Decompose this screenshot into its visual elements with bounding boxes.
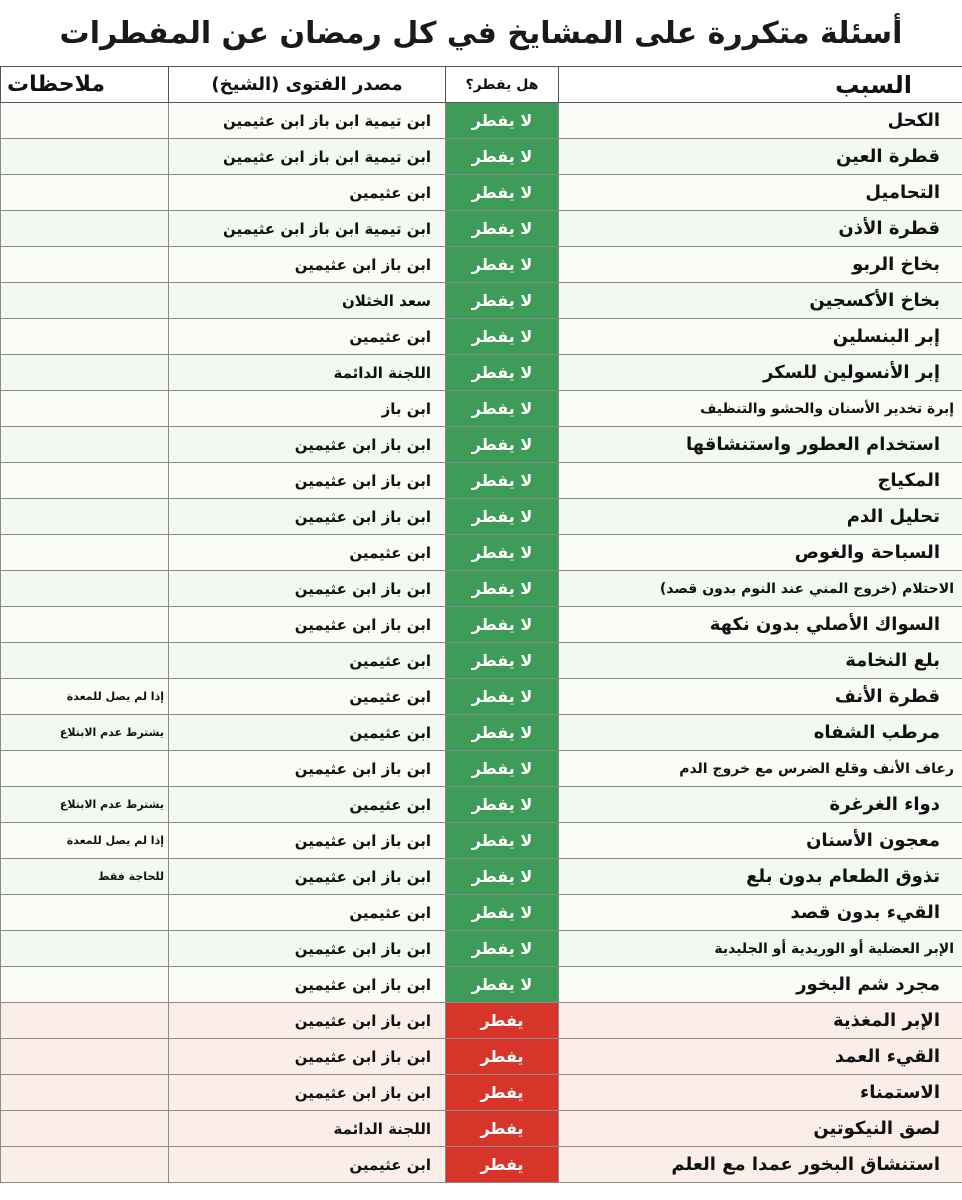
cell-source: ابن عثيمين bbox=[169, 1147, 446, 1183]
cell-status: لا يفطر bbox=[446, 643, 559, 679]
cell-status: يفطر bbox=[446, 1075, 559, 1111]
table-row bbox=[1, 1003, 962, 1039]
cell-notes bbox=[1, 751, 169, 787]
table-row bbox=[1, 571, 962, 607]
cell-reason: القيء العمد bbox=[559, 1039, 962, 1075]
cell-status: يفطر bbox=[446, 1039, 559, 1075]
table-row bbox=[1, 859, 962, 895]
table-row bbox=[1, 211, 962, 247]
cell-status: لا يفطر bbox=[446, 823, 559, 859]
cell-source: ابن تيمية ابن باز ابن عثيمين bbox=[169, 103, 446, 139]
cell-source: ابن عثيمين bbox=[169, 715, 446, 751]
cell-reason: القيء بدون قصد bbox=[559, 895, 962, 931]
cell-reason: التحاميل bbox=[559, 175, 962, 211]
header-notes: ملاحظات bbox=[1, 67, 169, 103]
cell-notes bbox=[1, 175, 169, 211]
cell-notes bbox=[1, 607, 169, 643]
cell-source: سعد الخثلان bbox=[169, 283, 446, 319]
table-row bbox=[1, 1075, 962, 1111]
table-row bbox=[1, 643, 962, 679]
table-row bbox=[1, 499, 962, 535]
cell-notes bbox=[1, 211, 169, 247]
header-source: مصدر الفتوى (الشيخ) bbox=[169, 67, 446, 103]
cell-reason: لصق النيكوتين bbox=[559, 1111, 962, 1147]
cell-notes bbox=[1, 139, 169, 175]
cell-notes bbox=[1, 643, 169, 679]
cell-status: لا يفطر bbox=[446, 967, 559, 1003]
table-header-row bbox=[1, 67, 962, 103]
table-row bbox=[1, 895, 962, 931]
cell-source: ابن باز ابن عثيمين bbox=[169, 499, 446, 535]
table-row bbox=[1, 715, 962, 751]
cell-reason: تذوق الطعام بدون بلع bbox=[559, 859, 962, 895]
table-row bbox=[1, 427, 962, 463]
cell-status: لا يفطر bbox=[446, 499, 559, 535]
table-row bbox=[1, 283, 962, 319]
cell-status: لا يفطر bbox=[446, 139, 559, 175]
cell-source: ابن باز ابن عثيمين bbox=[169, 247, 446, 283]
cell-reason: إبرة تخدير الأسنان والحشو والتنظيف bbox=[559, 391, 962, 427]
table-row bbox=[1, 787, 962, 823]
cell-reason: رعاف الأنف وقلع الضرس مع خروج الدم bbox=[559, 751, 962, 787]
cell-status: لا يفطر bbox=[446, 247, 559, 283]
cell-source: ابن باز ابن عثيمين bbox=[169, 967, 446, 1003]
cell-reason: استخدام العطور واستنشاقها bbox=[559, 427, 962, 463]
cell-notes bbox=[1, 895, 169, 931]
cell-reason: معجون الأسنان bbox=[559, 823, 962, 859]
cell-status: لا يفطر bbox=[446, 319, 559, 355]
cell-source: ابن باز ابن عثيمين bbox=[169, 1003, 446, 1039]
cell-reason: الاحتلام (خروج المني عند النوم بدون قصد) bbox=[559, 571, 962, 607]
cell-source: ابن باز ابن عثيمين bbox=[169, 1075, 446, 1111]
cell-source: ابن باز ابن عثيمين bbox=[169, 751, 446, 787]
cell-notes bbox=[1, 1147, 169, 1183]
cell-reason: دواء الغرغرة bbox=[559, 787, 962, 823]
cell-source: ابن تيمية ابن باز ابن عثيمين bbox=[169, 139, 446, 175]
cell-source: ابن عثيمين bbox=[169, 535, 446, 571]
cell-status: لا يفطر bbox=[446, 751, 559, 787]
cell-notes bbox=[1, 931, 169, 967]
cell-status: لا يفطر bbox=[446, 211, 559, 247]
cell-status: يفطر bbox=[446, 1147, 559, 1183]
cell-status: لا يفطر bbox=[446, 283, 559, 319]
cell-status: لا يفطر bbox=[446, 859, 559, 895]
cell-reason: السباحة والغوص bbox=[559, 535, 962, 571]
cell-reason: الاستمناء bbox=[559, 1075, 962, 1111]
cell-source: ابن باز ابن عثيمين bbox=[169, 463, 446, 499]
cell-status: لا يفطر bbox=[446, 175, 559, 211]
table-row bbox=[1, 103, 962, 139]
cell-status: لا يفطر bbox=[446, 931, 559, 967]
cell-source: ابن تيمية ابن باز ابن عثيمين bbox=[169, 211, 446, 247]
cell-notes bbox=[1, 1075, 169, 1111]
cell-source: ابن عثيمين bbox=[169, 787, 446, 823]
cell-notes bbox=[1, 355, 169, 391]
cell-reason: الإبر العضلية أو الوريدية أو الجليدية bbox=[559, 931, 962, 967]
cell-notes: يشترط عدم الابتلاع bbox=[1, 715, 169, 751]
table-row bbox=[1, 319, 962, 355]
table-row bbox=[1, 751, 962, 787]
table-row bbox=[1, 967, 962, 1003]
table-row bbox=[1, 247, 962, 283]
cell-source: ابن باز ابن عثيمين bbox=[169, 859, 446, 895]
cell-reason: استنشاق البخور عمدا مع العلم bbox=[559, 1147, 962, 1183]
cell-source: ابن عثيمين bbox=[169, 175, 446, 211]
cell-notes bbox=[1, 247, 169, 283]
cell-notes: إذا لم يصل للمعدة bbox=[1, 823, 169, 859]
cell-notes bbox=[1, 103, 169, 139]
cell-reason: الكحل bbox=[559, 103, 962, 139]
table-row bbox=[1, 535, 962, 571]
cell-notes bbox=[1, 1111, 169, 1147]
cell-status: لا يفطر bbox=[446, 787, 559, 823]
cell-source: ابن عثيمين bbox=[169, 679, 446, 715]
cell-status: لا يفطر bbox=[446, 679, 559, 715]
page-title: أسئلة متكررة على المشايخ في كل رمضان عن المفطرات bbox=[59, 15, 903, 51]
cell-notes bbox=[1, 499, 169, 535]
cell-source: ابن باز ابن عثيمين bbox=[169, 607, 446, 643]
cell-notes bbox=[1, 283, 169, 319]
cell-status: لا يفطر bbox=[446, 895, 559, 931]
cell-status: لا يفطر bbox=[446, 103, 559, 139]
table-row bbox=[1, 1039, 962, 1075]
cell-reason: مجرد شم البخور bbox=[559, 967, 962, 1003]
cell-notes: يشترط عدم الابتلاع bbox=[1, 787, 169, 823]
cell-status: لا يفطر bbox=[446, 427, 559, 463]
cell-reason: بخاخ الربو bbox=[559, 247, 962, 283]
cell-source: ابن عثيمين bbox=[169, 643, 446, 679]
cell-source: ابن عثيمين bbox=[169, 895, 446, 931]
cell-status: لا يفطر bbox=[446, 391, 559, 427]
table-row bbox=[1, 391, 962, 427]
cell-reason: تحليل الدم bbox=[559, 499, 962, 535]
cell-reason: الإبر المغذية bbox=[559, 1003, 962, 1039]
table-row bbox=[1, 1147, 962, 1183]
cell-status: لا يفطر bbox=[446, 535, 559, 571]
table-row bbox=[1, 355, 962, 391]
cell-status: لا يفطر bbox=[446, 571, 559, 607]
table-row bbox=[1, 463, 962, 499]
table-row bbox=[1, 931, 962, 967]
cell-notes bbox=[1, 427, 169, 463]
cell-source: ابن باز ابن عثيمين bbox=[169, 1039, 446, 1075]
cell-notes bbox=[1, 1039, 169, 1075]
muftirat-table bbox=[0, 66, 962, 1183]
cell-status: لا يفطر bbox=[446, 715, 559, 751]
cell-notes bbox=[1, 319, 169, 355]
cell-reason: مرطب الشفاه bbox=[559, 715, 962, 751]
cell-notes: إذا لم يصل للمعدة bbox=[1, 679, 169, 715]
cell-status: لا يفطر bbox=[446, 463, 559, 499]
cell-reason: إبر الأنسولين للسكر bbox=[559, 355, 962, 391]
table-row bbox=[1, 823, 962, 859]
cell-notes: للحاجة فقط bbox=[1, 859, 169, 895]
table-row bbox=[1, 1111, 962, 1147]
cell-source: اللجنة الدائمة bbox=[169, 355, 446, 391]
table-row bbox=[1, 175, 962, 211]
cell-notes bbox=[1, 463, 169, 499]
cell-source: ابن باز ابن عثيمين bbox=[169, 823, 446, 859]
cell-source: اللجنة الدائمة bbox=[169, 1111, 446, 1147]
header-status: هل يفطر؟ bbox=[446, 67, 559, 103]
table-row bbox=[1, 139, 962, 175]
cell-reason: السواك الأصلي بدون نكهة bbox=[559, 607, 962, 643]
cell-notes bbox=[1, 967, 169, 1003]
cell-reason: قطرة العين bbox=[559, 139, 962, 175]
table-body bbox=[1, 103, 962, 1183]
cell-source: ابن باز ابن عثيمين bbox=[169, 931, 446, 967]
cell-notes bbox=[1, 1003, 169, 1039]
cell-status: يفطر bbox=[446, 1111, 559, 1147]
cell-source: ابن باز ابن عثيمين bbox=[169, 571, 446, 607]
cell-reason: قطرة الأنف bbox=[559, 679, 962, 715]
header-reason: السبب bbox=[559, 67, 962, 103]
cell-status: لا يفطر bbox=[446, 355, 559, 391]
cell-reason: بلع النخامة bbox=[559, 643, 962, 679]
cell-notes bbox=[1, 391, 169, 427]
cell-reason: المكياج bbox=[559, 463, 962, 499]
cell-notes bbox=[1, 571, 169, 607]
table-row bbox=[1, 607, 962, 643]
cell-reason: إبر البنسلين bbox=[559, 319, 962, 355]
cell-status: لا يفطر bbox=[446, 607, 559, 643]
table-row bbox=[1, 679, 962, 715]
cell-source: ابن عثيمين bbox=[169, 319, 446, 355]
cell-status: يفطر bbox=[446, 1003, 559, 1039]
cell-source: ابن باز bbox=[169, 391, 446, 427]
cell-source: ابن باز ابن عثيمين bbox=[169, 427, 446, 463]
cell-reason: قطرة الأذن bbox=[559, 211, 962, 247]
cell-notes bbox=[1, 535, 169, 571]
cell-reason: بخاخ الأكسجين bbox=[559, 283, 962, 319]
